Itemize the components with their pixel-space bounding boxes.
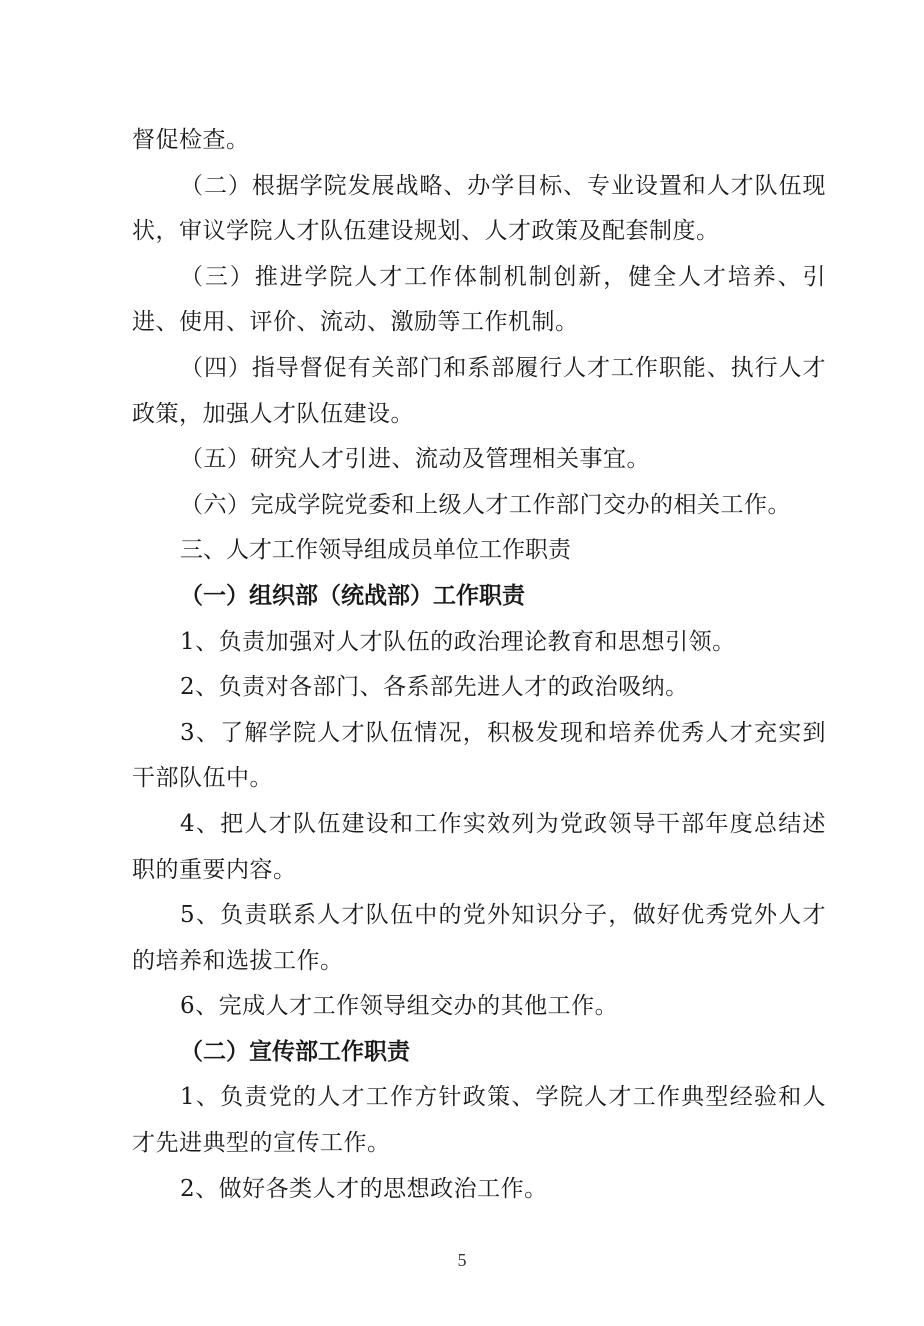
page-number: 5 bbox=[457, 1250, 467, 1270]
subsection-heading: （一）组织部（统战部）工作职责 bbox=[180, 582, 525, 609]
paragraph: （二）根据学院发展战略、办学目标、专业设置和人才队伍现状，审议学院人才队伍建设规划、人才政策及配套制度。 bbox=[132, 172, 826, 245]
paragraph: （三）推进学院人才工作体制机制创新，健全人才培养、引进、使用、评价、流动、激励等工作机制。 bbox=[132, 263, 826, 336]
list-item: 2、负责对各部门、各系部先进人才的政治吸纳。 bbox=[180, 674, 689, 701]
list-item: 2、做好各类人才的思想政治工作。 bbox=[180, 1175, 548, 1202]
list-item: 5、负责联系人才队伍中的党外知识分子，做好优秀党外人才的培养和选拔工作。 bbox=[132, 902, 826, 974]
document-body bbox=[132, 118, 826, 1212]
paragraph: （四）指导督促有关部门和系部履行人才工作职能、执行人才政策，加强人才队伍建设。 bbox=[132, 354, 826, 427]
list-item: 1、负责党的人才工作方针政策、学院人才工作典型经验和人才先进典型的宣传工作。 bbox=[132, 1084, 826, 1157]
paragraph: 督促检查。 bbox=[132, 127, 250, 153]
section-heading: 三、人才工作领导组成员单位工作职责 bbox=[180, 537, 571, 564]
paragraph: （六）完成学院党委和上级人才工作部门交办的相关工作。 bbox=[180, 491, 791, 518]
subsection-heading: （二）宣传部工作职责 bbox=[180, 1038, 410, 1065]
list-item: 3、了解学院人才队伍情况，积极发现和培养优秀人才充实到干部队伍中。 bbox=[132, 719, 826, 792]
list-item: 1、负责加强对人才队伍的政治理论教育和思想引领。 bbox=[180, 628, 736, 655]
list-item: 6、完成人才工作领导组交办的其他工作。 bbox=[180, 993, 619, 1020]
paragraph: （五）研究人才引进、流动及管理相关事宜。 bbox=[180, 446, 650, 473]
list-item: 4、把人才队伍建设和工作实效列为党政领导干部年度总结述职的重要内容。 bbox=[132, 810, 826, 883]
